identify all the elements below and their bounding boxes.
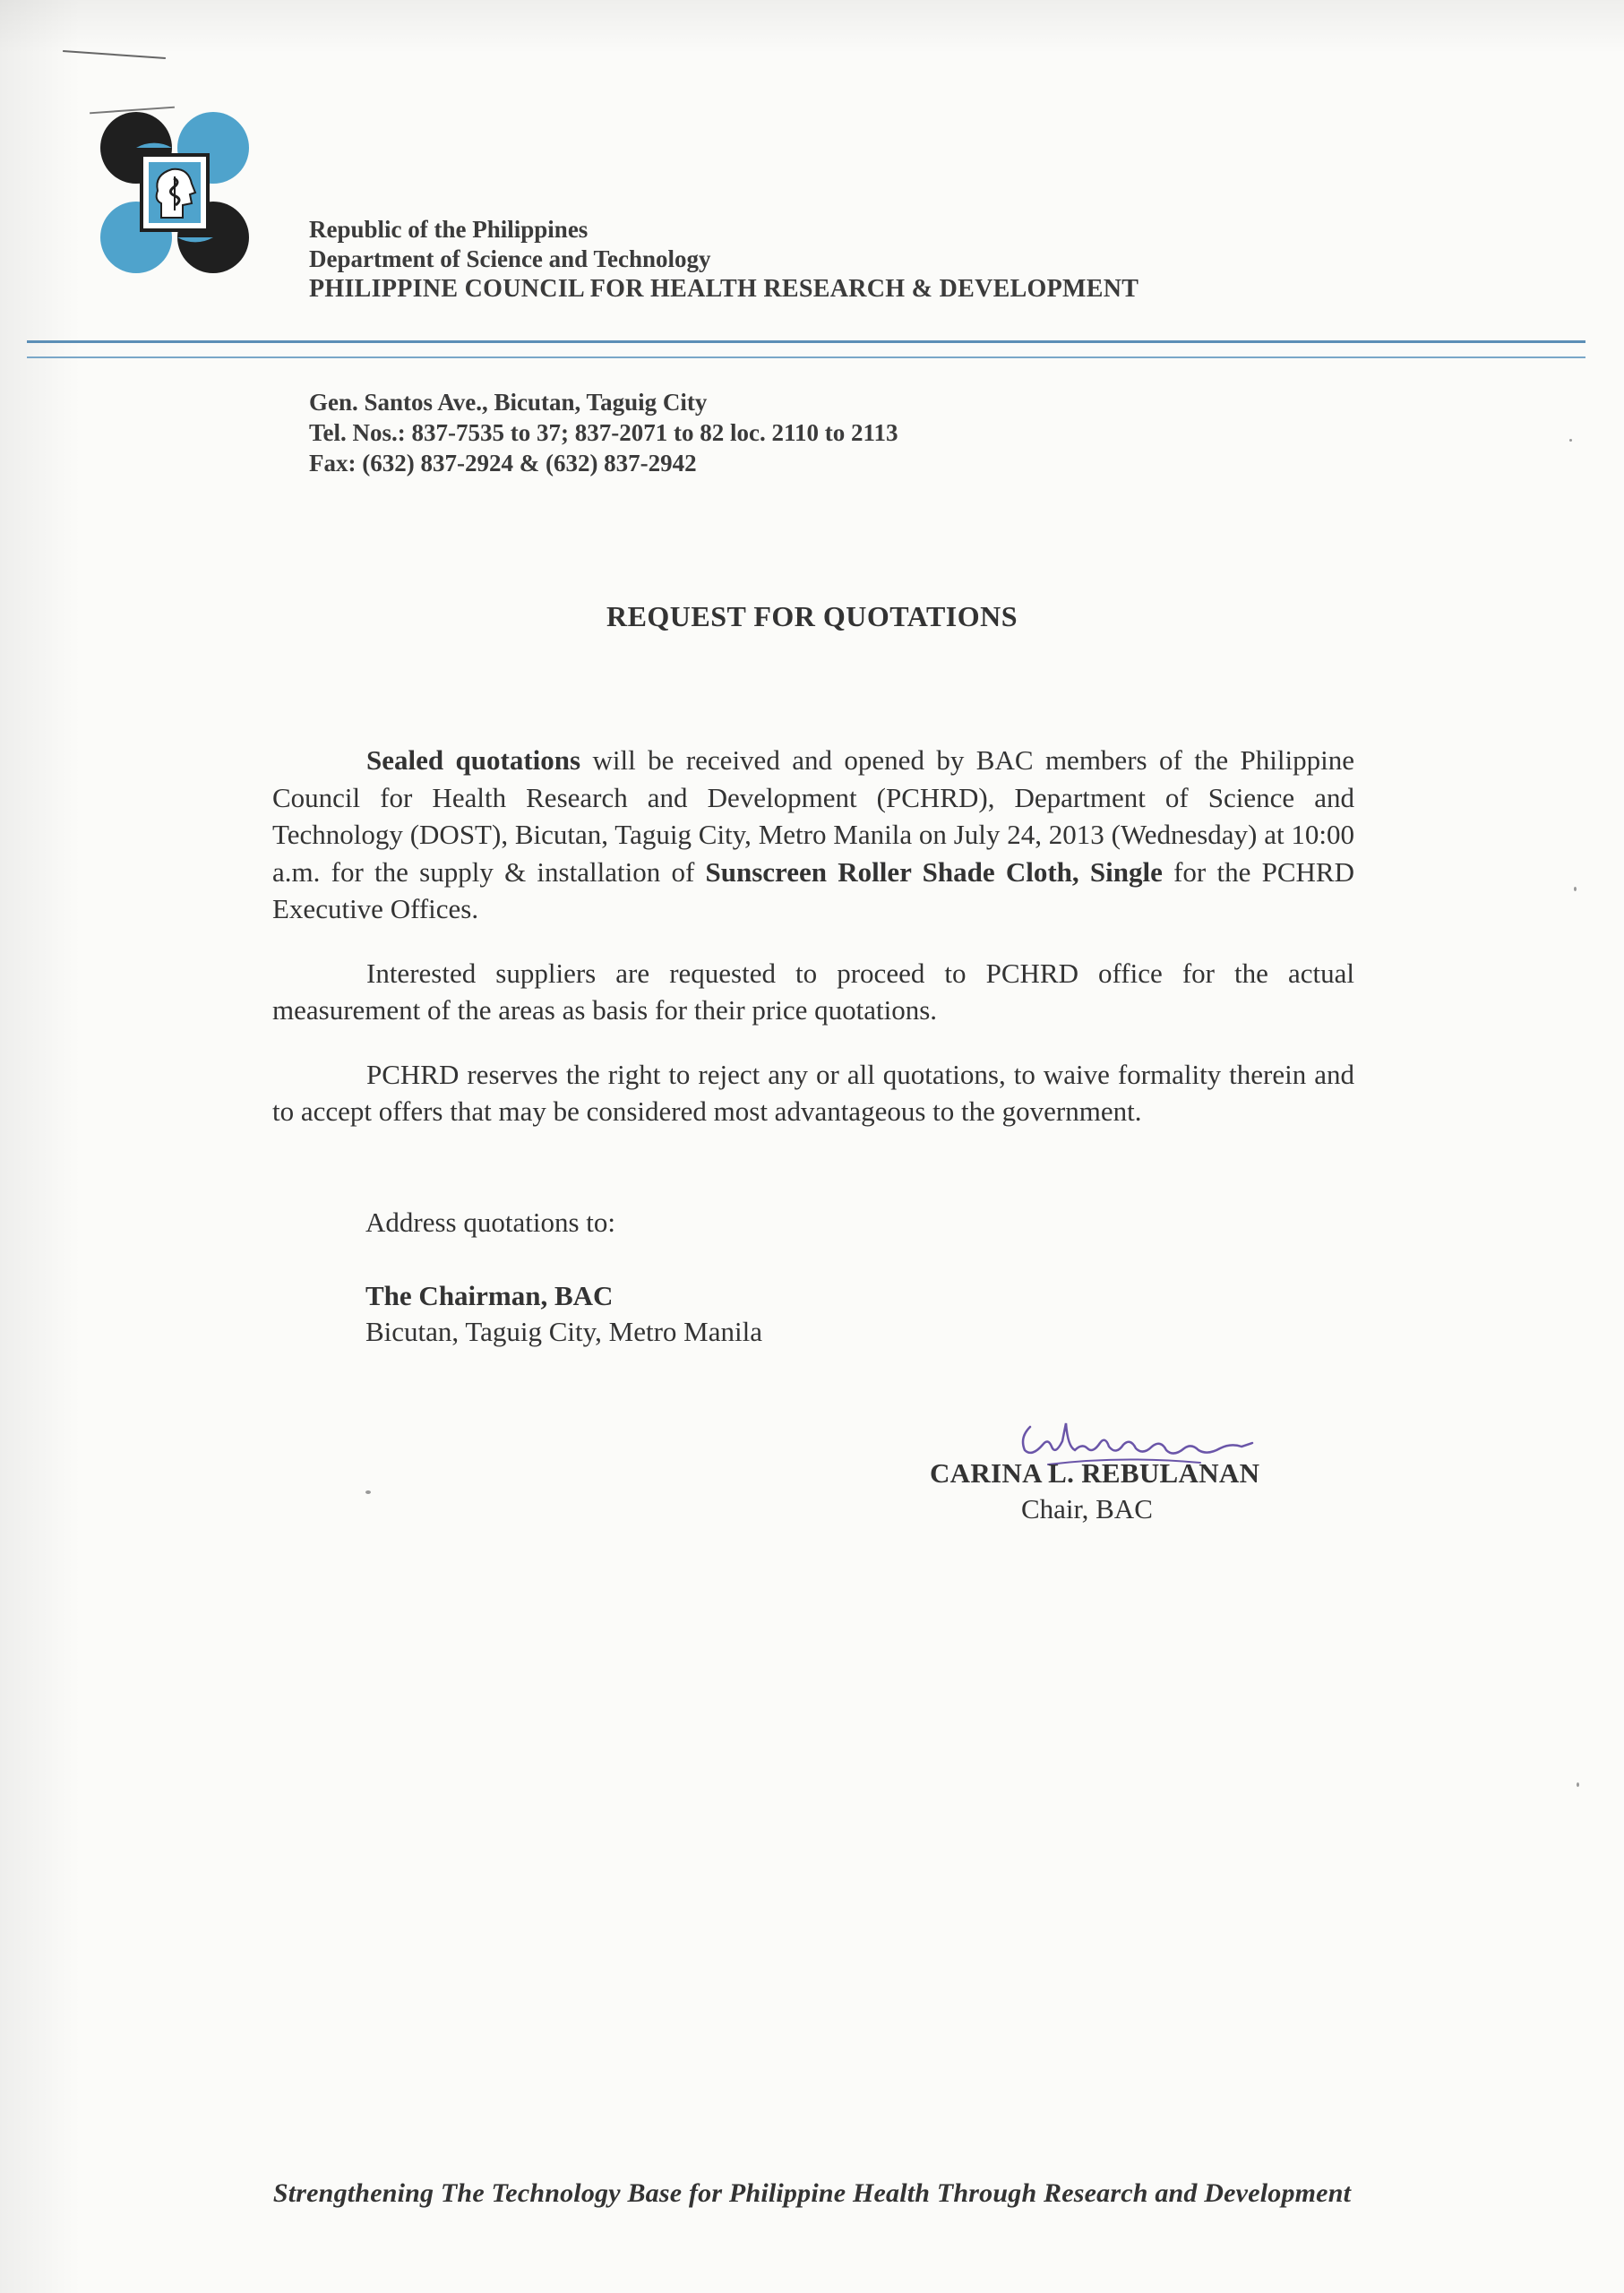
scan-shadow-top [0,0,1624,54]
signature-block [914,1411,1326,1527]
scan-speck [365,1490,371,1494]
signatory-name: CARINA L. REBULANAN [930,1457,1260,1489]
bold-lead: Sealed quotations [366,744,581,776]
document-title: REQUEST FOR QUOTATIONS [606,600,1018,632]
recipient-name: The Chairman, BAC [365,1280,614,1311]
paragraph-sealed-quotations [272,742,1354,928]
telephone-numbers: Tel. Nos.: 837-7535 to 37; 837-2071 to 82 loc. 2110 to 2113 [309,419,898,446]
paragraph-reserves: PCHRD reserves the right to reject any or all quotations, to waive formality therein and to accept offers that may be considered most advantageous to the government. [272,1058,1354,1127]
header-rule [27,356,1585,358]
contact-block [309,387,898,478]
scan-speck [1569,439,1572,442]
paragraph-text: for the PCHRD Executive Offices. [272,855,1354,924]
letter-body [272,742,1354,1130]
letterhead [309,215,1139,304]
paragraph-text: will be received and opened by BAC members of the Philippine Council for Health Research and Development (PCHRD), Department of Science and Technology (DOST), Bicutan, Taguig City, Metro Manila on July 24, 2013 (Wednesday) at 10:00 a.m. for the supply & installation of [272,744,1354,888]
scan-speck [1574,887,1577,891]
scan-shadow-left [0,0,81,2293]
street-address: Gen. Santos Ave., Bicutan, Taguig City [309,389,708,416]
paragraph-suppliers: Interested suppliers are requested to proceed to PCHRD office for the actual measurement of the areas as basis for their price quotations. [272,957,1354,1026]
signatory-title: Chair, BAC [1021,1493,1153,1524]
scan-speck [1577,1782,1579,1787]
address-quotations-label: Address quotations to: [365,1207,615,1238]
fax-numbers: Fax: (632) 837-2924 & (632) 837-2942 [309,450,697,477]
header-rule [27,340,1585,343]
bold-item: Sunscreen Roller Shade Cloth, Single [705,855,1163,888]
recipient-block [365,1278,762,1350]
letterhead-republic: Republic of the Philippines [309,216,589,243]
letterhead-council: PHILIPPINE COUNCIL FOR HEALTH RESEARCH & DEVELOPMENT [309,275,1139,303]
recipient-location: Bicutan, Taguig City, Metro Manila [365,1316,762,1347]
pchrd-logo-icon [90,103,260,282]
letterhead-department: Department of Science and Technology [309,245,711,272]
footer-tagline: Strengthening The Technology Base for Philippine Health Through Research and Development [272,2178,1352,2208]
